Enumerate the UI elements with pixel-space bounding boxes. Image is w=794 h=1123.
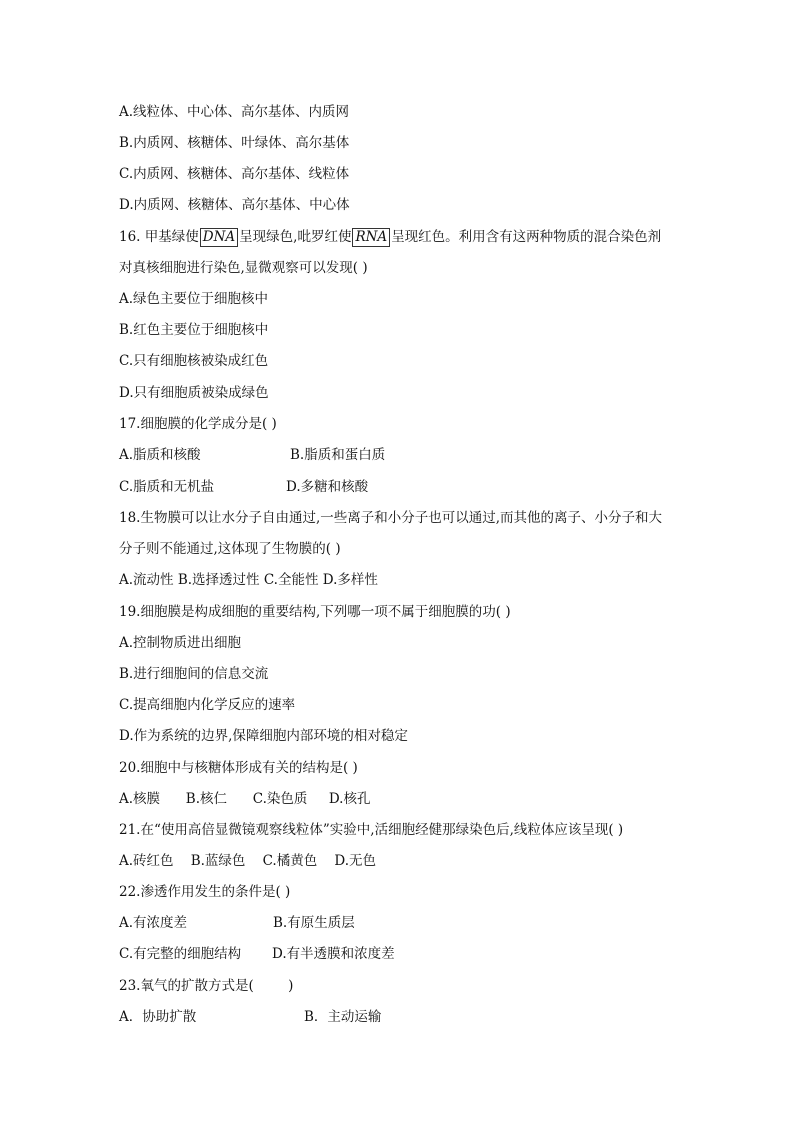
q17-stem: 17.细胞膜的化学成分是( ) — [119, 416, 277, 432]
q16-text-1: 16. 甲基绿使 — [119, 229, 199, 245]
q23-stem: 23.氧气的扩散方式是( ) — [119, 978, 294, 994]
rna-box: RNA — [352, 228, 390, 247]
q17-option-c: C.脂质和无机盐 — [119, 479, 215, 495]
q18-stem-line1: 18.生物膜可以让水分子自由通过,一些离子和小分子也可以通过,而其他的离子、小分子和大 — [119, 510, 663, 526]
q16-stem-line1 — [119, 227, 661, 247]
q22-stem: 22.渗透作用发生的条件是( ) — [119, 884, 291, 900]
q15-option-c: C.内质网、核糖体、高尔基体、线粒体 — [119, 166, 350, 182]
q22-option-a: A.有浓度差 — [119, 915, 188, 931]
q21-stem: 21.在“使用高倍显微镜观察线粒体”实验中,活细胞经健那绿染色后,线粒体应该呈现( ) — [119, 822, 624, 838]
q17-option-d: D.多糖和核酸 — [286, 479, 369, 495]
q15-option-b: B.内质网、核糖体、叶绿体、高尔基体 — [119, 135, 350, 151]
q22-option-d: D.有半透膜和浓度差 — [272, 946, 395, 962]
q23-option-b: B．主动运输 — [304, 1009, 382, 1025]
q18-stem-line2: 分子则不能通过,这体现了生物膜的( ) — [119, 541, 341, 557]
q22-options-row1 — [119, 913, 355, 933]
q19-option-a: A.控制物质进出细胞 — [119, 635, 242, 651]
q17-options-row2 — [119, 477, 369, 497]
q23-option-a: A．协助扩散 — [119, 1009, 197, 1025]
q16-option-d: D.只有细胞质被染成绿色 — [119, 385, 269, 401]
q16-text-3: 呈现红色。利用含有这两种物质的混合染色剂 — [391, 229, 662, 245]
q16-option-a: A.绿色主要位于细胞核中 — [119, 291, 269, 307]
q16-option-c: C.只有细胞核被染成红色 — [119, 353, 269, 369]
dna-box: DNA — [200, 228, 238, 247]
q17-option-b: B.脂质和蛋白质 — [290, 447, 386, 463]
q22-option-b: B.有原生质层 — [273, 915, 355, 931]
q20-options: A.核膜 B.核仁 C.染色质 D.核孔 — [119, 791, 371, 807]
q15-option-d: D.内质网、核糖体、高尔基体、中心体 — [119, 197, 350, 213]
q22-option-c: C.有完整的细胞结构 — [119, 946, 242, 962]
q19-option-d: D.作为系统的边界,保障细胞内部环境的相对稳定 — [119, 728, 408, 744]
q17-option-a: A.脂质和核酸 — [119, 447, 201, 463]
q16-option-b: B.红色主要位于细胞核中 — [119, 322, 269, 338]
q20-stem: 20.细胞中与核糖体形成有关的结构是( ) — [119, 760, 358, 776]
q19-option-b: B.进行细胞间的信息交流 — [119, 666, 269, 682]
q18-options: A.流动性 B.选择透过性 C.全能性 D.多样性 — [119, 572, 378, 588]
q19-stem: 19.细胞膜是构成细胞的重要结构,下列哪一项不属于细胞膜的功( ) — [119, 604, 511, 620]
q19-option-c: C.提高细胞内化学反应的速率 — [119, 697, 296, 713]
q17-options-row1 — [119, 445, 386, 465]
q16-stem-line2: 对真核细胞进行染色,显微观察可以发现( ) — [119, 260, 368, 276]
q15-option-a: A.线粒体、中心体、高尔基体、内质网 — [119, 104, 350, 120]
q23-options-row1 — [119, 1007, 382, 1027]
q22-options-row2 — [119, 944, 395, 964]
q16-text-2: 呈现绿色,吡罗红使 — [239, 229, 352, 245]
q21-options: A.砖红色 B.蓝绿色 C.橘黄色 D.无色 — [119, 853, 377, 869]
